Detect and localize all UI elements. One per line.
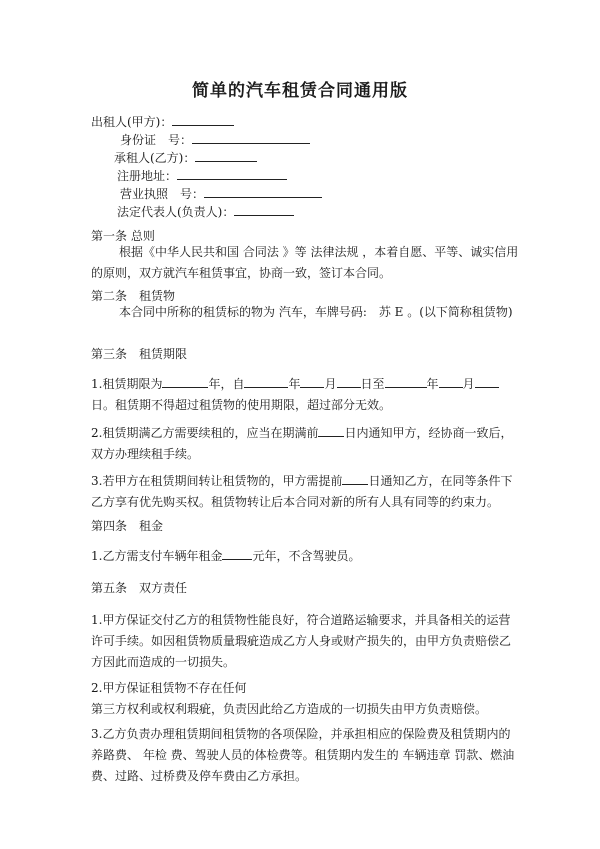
clause-text: 3.若甲方在租赁期间转让租赁物的，甲方需提前 [91, 474, 343, 488]
article-4-clause-1 [91, 546, 521, 567]
field-label: 承租人(乙方)： [114, 151, 196, 165]
article-4-heading: 第四条 租金 [91, 519, 164, 533]
article-3-clause-3 [91, 471, 521, 513]
field-id-number [120, 131, 310, 148]
article-5-clause-1 [91, 610, 521, 673]
blank-line [475, 375, 499, 388]
blank-line [318, 424, 344, 437]
clause-text: 年，自 [208, 377, 245, 391]
field-label: 法定代表人(负责人)： [117, 205, 235, 219]
clause-text: 1.乙方需支付车辆年租金 [91, 549, 223, 563]
blank-line [337, 375, 361, 388]
article-1-text: 根据《中华人民共和国 合同法 》等 法律法规 ，本着自愿、平等、诚实信用的原则，双方就汽车租赁事宜，协商一致，签订本合同。 [91, 245, 519, 280]
article-5-clause-2 [91, 678, 521, 720]
article-3-clause-2 [91, 423, 521, 465]
field-label: 注册地址： [117, 169, 178, 183]
clause-text: 日通知乙方，在同等条件下乙方享有优先购买权。租赁物转让后本合同对新的所有人具有同等的约束力。 [91, 474, 513, 509]
article-2-heading: 第二条 租赁物 [91, 289, 176, 303]
clause-text: 元年，不含驾驶员。 [252, 549, 361, 563]
blank-line [342, 472, 368, 485]
blank-line [222, 547, 252, 560]
article-2-body [91, 302, 521, 323]
field-label: 营业执照 号： [120, 187, 205, 201]
clause-text: 月 [324, 377, 337, 391]
clause-text: 3.乙方负责办理租赁期间租赁物的各项保险，并承担相应的保险费及租赁期内的养路费、 年检 费、驾驶人员的体检费等。租赁期内发生的 车辆违章 罚款、燃油费、过路、过桥费及停车费由乙方承担。 [91, 727, 515, 783]
clause-text: 年 [288, 377, 301, 391]
blank-line [192, 131, 310, 144]
clause-text: 日。租赁期不得超过租赁物的使用期限，超过部分无效。 [91, 398, 392, 412]
blank-line [204, 185, 322, 198]
clause-text: 月 [462, 377, 475, 391]
clause-text: 年 [426, 377, 439, 391]
clause-text: 第三方权利或权利瑕疵，负责因此给乙方造成的一切损失由甲方负责赔偿。 [91, 702, 488, 716]
field-registered-address [117, 167, 287, 184]
clause-text: 日至 [360, 377, 385, 391]
blank-line [195, 149, 257, 162]
article-1-body [91, 242, 521, 284]
blank-line [162, 375, 208, 388]
article-5-heading: 第五条 双方责任 [91, 581, 188, 595]
clause-text: 1.租赁期限为 [91, 377, 163, 391]
article-3-heading: 第三条 租赁期限 [91, 347, 188, 361]
blank-line [172, 113, 234, 126]
field-label: 身份证 号： [120, 133, 193, 147]
article-2-text: 本合同中所称的租赁标的物为 汽车，车牌号码: 苏 E 。(以下简称租赁物) [119, 305, 513, 319]
blank-line [234, 203, 294, 216]
field-business-license [120, 185, 322, 202]
article-1-heading: 第一条 总则 [91, 229, 155, 243]
document-title: 简单的汽车租赁合同通用版 [192, 81, 408, 101]
blank-line [385, 375, 427, 388]
field-lessor [91, 113, 234, 130]
field-legal-representative [117, 203, 294, 220]
clause-text: 2.租赁期满乙方需要续租的，应当在期满前 [91, 426, 319, 440]
field-lessee [114, 149, 257, 166]
article-3-clause-1 [91, 374, 521, 416]
blank-line [300, 375, 324, 388]
field-label: 出租人(甲方)： [91, 115, 173, 129]
clause-text: 日内通知甲方，经协商一致后，双方办理续租手续。 [91, 426, 513, 461]
clause-text: 2.甲方保证租赁物不存在任何 [91, 681, 247, 695]
blank-line [244, 375, 288, 388]
clause-text: 1.甲方保证交付乙方的租赁物性能良好，符合道路运输要求，并具备相关的运营许可手续。如因租赁物质量瑕疵造成乙方人身或财产损失的，由甲方负责赔偿乙方因此而造成的一切损失。 [91, 613, 512, 669]
blank-line [439, 375, 463, 388]
article-5-clause-3 [91, 724, 521, 787]
blank-line [177, 167, 287, 180]
